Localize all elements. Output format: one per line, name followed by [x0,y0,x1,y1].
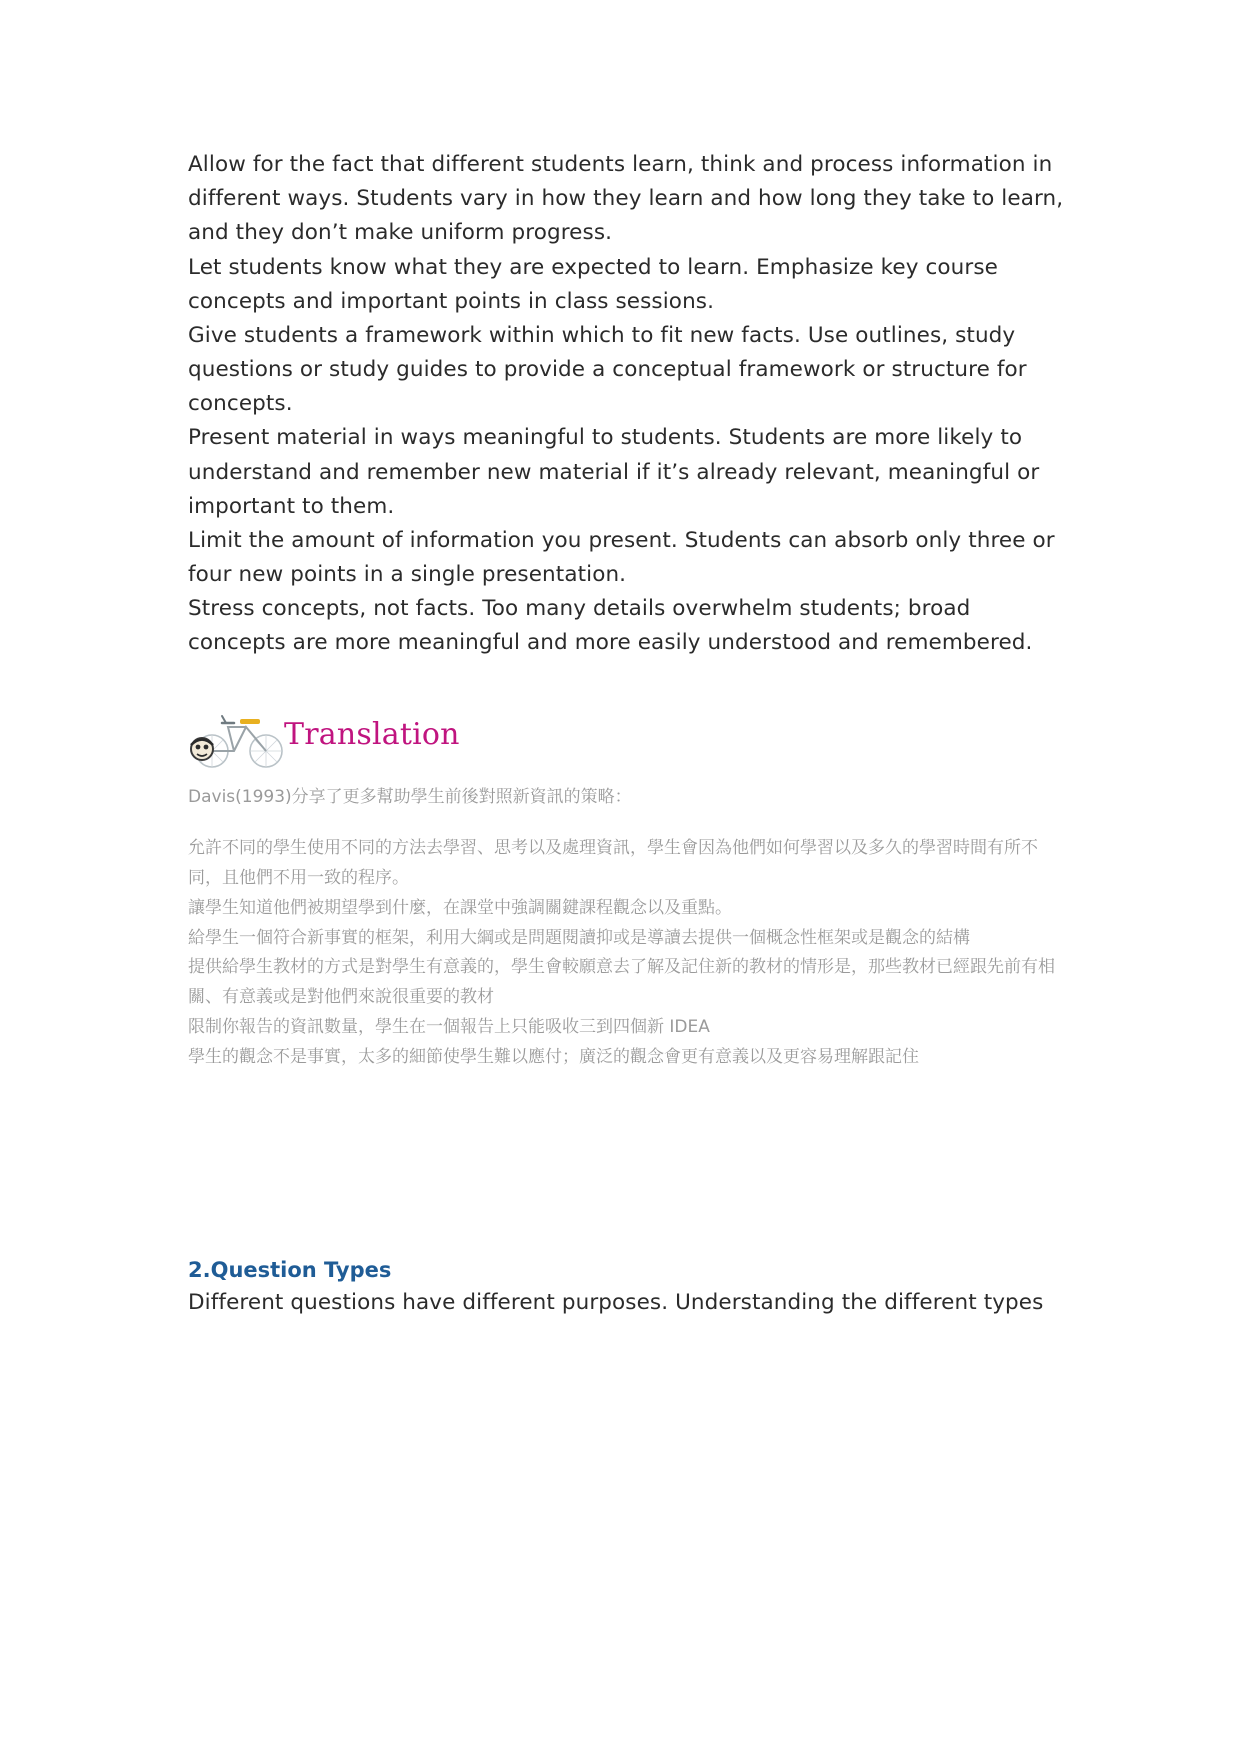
translation-paragraph-3: 給學生一個符合新事實的框架，利用大綱或是問題閱讀抑或是導讀去提供一個概念性框架或是觀念的結構 [188,927,970,948]
bicycle-icon [188,701,288,773]
translation-paragraph-2: 讓學生知道他們被期望學到什麼，在課堂中強調關鍵課程觀念以及重點。 [188,897,732,918]
section-heading-question-types: 2.Question Types [188,1258,392,1283]
translation-paragraph-1: 允許不同的學生使用不同的方法去學習、思考以及處理資訊，學生會因為他們如何學習以及多久的學習時間有所不同，且他們不用一致的程序。 [188,838,1038,889]
translation-paragraph-4: 提供給學生教材的方式是對學生有意義的，學生會較願意去了解及記住新的教材的情形是，那些教材已經跟先前有相關、有意義或是對他們來說很重要的教材 [188,957,1055,1008]
document-content [188,148,1068,1321]
translation-label: Translation [284,716,460,752]
translation-paragraph-5: 限制你報告的資訊數量，學生在一個報告上只能吸收三到四個新 IDEA [188,1016,710,1037]
translation-banner [188,695,1068,773]
paragraph-let-students-know: Let students know what they are expected to learn. Emphasize key course concepts and important points in class sessions. [188,254,998,314]
paragraph-give-students-framework: Give students a framework within which to fit new facts. Use outlines, study questions or study guides to provide a conceptual framework or structure for concepts. [188,322,1027,417]
paragraph-present-material: Present material in ways meaningful to students. Students are more likely to understand and remember new material if it’s already relevant, meaningful or important to them. [188,425,1040,519]
translation-intro: Davis(1993)分享了更多幫助學生前後對照新資訊的策略： [188,786,632,807]
translation-paragraph-6: 學生的觀念不是事實，太多的細節使學生難以應付；廣泛的觀念會更有意義以及更容易理解跟記住 [188,1046,919,1067]
section-body-question-types: Different questions have different purposes. Understanding the different types [188,1290,1044,1316]
paragraph-allow-for-the-fact: Allow for the fact that different students learn, think and process information in different ways. Students vary in how they learn and how long they take to learn, and they don’t make uniform progress. [188,152,1064,246]
section-spacer [188,1072,1068,1258]
paragraph-limit-amount: Limit the amount of information you present. Students can absorb only three or four new points in a single presentation. [188,527,1055,588]
paragraph-stress-concepts: Stress concepts, not facts. Too many details overwhelm students; broad concepts are more meaningful and more easily understood and remembered. [188,596,1033,656]
